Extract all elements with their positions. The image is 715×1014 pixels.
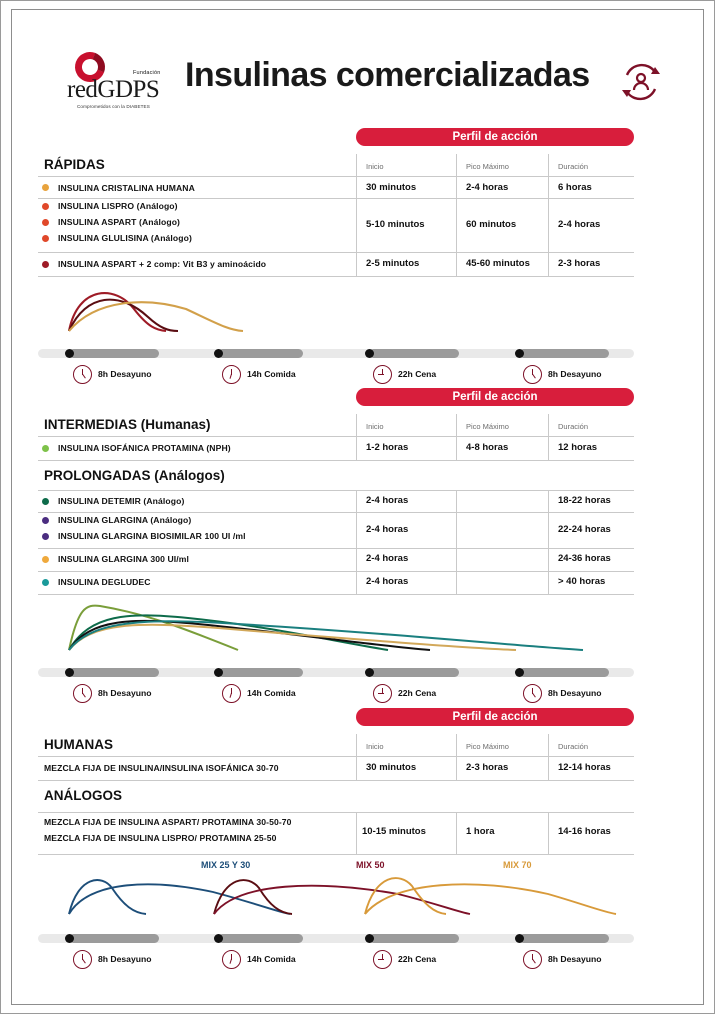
legend-dot <box>42 579 49 586</box>
table-row <box>38 812 634 854</box>
cell-inicio: 30 minutos <box>366 762 417 773</box>
timeline-label: 8h Desayuno <box>548 369 602 379</box>
table-hline <box>38 276 634 277</box>
table-row <box>38 252 634 276</box>
table-row <box>38 571 634 594</box>
cell-duracion: > 40 horas <box>558 576 606 587</box>
legend-dot <box>42 556 49 563</box>
timeline-label: 14h Comida <box>247 688 296 698</box>
timeline-node <box>65 668 74 677</box>
timeline-label: 8h Desayuno <box>98 688 152 698</box>
timeline-label: 8h Desayuno <box>98 954 152 964</box>
table-hline <box>38 460 634 461</box>
cell-duracion: 2-4 horas <box>558 219 601 230</box>
timeline-segment <box>519 934 609 943</box>
timeline-label: 22h Cena <box>398 954 437 964</box>
clock-icon <box>222 950 241 969</box>
timeline-segment <box>218 934 303 943</box>
table-hline <box>38 854 634 855</box>
insulin-name: INSULINA CRISTALINA HUMANA <box>58 183 195 193</box>
cell-inicio: 10-15 minutos <box>362 826 426 837</box>
timeline-node <box>214 934 223 943</box>
table-hline <box>38 594 634 595</box>
cell-duracion: 2-3 horas <box>558 258 601 269</box>
timeline-node <box>214 668 223 677</box>
timeline-node <box>65 934 74 943</box>
clock-icon <box>523 365 542 384</box>
timeline-prolongadas <box>38 642 634 704</box>
legend-dot <box>42 203 49 210</box>
timeline-segment <box>69 349 159 358</box>
col-header-pico-3: Pico Máximo <box>466 742 509 751</box>
col-header-inicio-3: Inicio <box>366 742 384 751</box>
logo-tagline: Comprometidos con la DIABETES <box>77 104 150 109</box>
insulin-name: INSULINA ASPART (Análogo) <box>58 217 181 227</box>
mix-label-70: MIX 70 <box>503 860 532 870</box>
logo-brand-label: redGDPS <box>67 76 160 103</box>
col-header-pico-1: Pico Máximo <box>466 162 509 171</box>
cell-inicio: 1-2 horas <box>366 442 409 453</box>
mix-label-25-30: MIX 25 Y 30 <box>201 860 251 870</box>
cell-duracion: 24-36 horas <box>558 553 611 564</box>
insulin-name: INSULINA DETEMIR (Análogo) <box>58 496 185 506</box>
cell-duracion: 14-16 horas <box>558 826 611 837</box>
timeline-node <box>515 349 524 358</box>
cell-duracion: 6 horas <box>558 182 592 193</box>
table-row <box>38 756 634 780</box>
timeline-node <box>214 349 223 358</box>
cell-inicio: 5-10 minutos <box>366 219 425 230</box>
legend-dot <box>42 445 49 452</box>
timeline-segment <box>369 349 459 358</box>
clock-icon <box>222 684 241 703</box>
legend-dot <box>42 533 49 540</box>
group-title-intermedias: INTERMEDIAS (Humanas) <box>44 417 211 432</box>
timeline-node <box>515 934 524 943</box>
timeline-segment <box>519 349 609 358</box>
legend-dot <box>42 517 49 524</box>
table-row <box>38 198 634 252</box>
timeline-mezclas <box>38 908 634 970</box>
clock-icon <box>523 684 542 703</box>
group-title-analogos: ANÁLOGOS <box>44 788 123 803</box>
cell-duracion: 12 horas <box>558 442 598 453</box>
col-header-duracion-1: Duración <box>558 162 589 171</box>
cell-pico: 60 minutos <box>466 219 517 230</box>
legend-dot <box>42 498 49 505</box>
cell-pico: 2-3 horas <box>466 762 509 773</box>
table-row <box>38 512 634 548</box>
col-header-duracion-2: Duración <box>558 422 589 431</box>
page-frame <box>11 9 704 1005</box>
clock-icon <box>373 684 392 703</box>
col-header-pico-2: Pico Máximo <box>466 422 509 431</box>
timeline-label: 8h Desayuno <box>548 688 602 698</box>
col-header-inicio-1: Inicio <box>366 162 384 171</box>
timeline-segment <box>69 934 159 943</box>
clock-icon <box>523 950 542 969</box>
legend-dot <box>42 235 49 242</box>
timeline-label: 22h Cena <box>398 688 437 698</box>
insulin-name: INSULINA LISPRO (Análogo) <box>58 201 178 211</box>
cell-duracion: 18-22 horas <box>558 495 611 506</box>
timeline-segment <box>218 349 303 358</box>
insulin-name: INSULINA ISOFÁNICA PROTAMINA (NPH) <box>58 443 231 453</box>
clock-icon <box>73 950 92 969</box>
table-hline <box>38 780 634 781</box>
cell-inicio: 2-4 horas <box>366 576 409 587</box>
insulin-name: INSULINA GLARGINA BIOSIMILAR 100 UI /ml <box>58 531 246 541</box>
timeline-node <box>365 349 374 358</box>
group-title-humanas: HUMANAS <box>44 737 113 752</box>
col-header-inicio-2: Inicio <box>366 422 384 431</box>
clock-icon <box>222 365 241 384</box>
clock-icon <box>73 684 92 703</box>
timeline-node <box>65 349 74 358</box>
page-title: Insulinas comercializadas <box>185 56 590 94</box>
col-header-duracion-3: Duración <box>558 742 589 751</box>
cell-inicio: 2-4 horas <box>366 495 409 506</box>
group-title-rapidas: RÁPIDAS <box>44 157 105 172</box>
table-row <box>38 436 634 460</box>
insulin-name: MEZCLA FIJA DE INSULINA/INSULINA ISOFÁNICA 30-70 <box>44 763 279 773</box>
logo-foundation-label: Fundación <box>133 70 161 76</box>
page-header <box>67 52 677 120</box>
timeline-node <box>365 668 374 677</box>
timeline-segment <box>69 668 159 677</box>
cell-pico: 45-60 minutos <box>466 258 530 269</box>
legend-dot <box>42 261 49 268</box>
clock-icon <box>373 950 392 969</box>
cell-pico: 2-4 horas <box>466 182 509 193</box>
insulin-name: INSULINA GLARGINA (Análogo) <box>58 515 192 525</box>
insulin-name: INSULINA GLARGINA 300 UI/ml <box>58 554 189 564</box>
timeline-label: 14h Comida <box>247 954 296 964</box>
cell-inicio: 30 minutos <box>366 182 417 193</box>
profile-pill-3: Perfil de acción <box>356 708 634 726</box>
timeline-rapidas <box>38 323 634 385</box>
insulin-name: INSULINA ASPART + 2 comp: Vit B3 y aminoácido <box>58 259 267 269</box>
cell-duracion: 22-24 horas <box>558 524 611 535</box>
cell-inicio: 2-4 horas <box>366 553 409 564</box>
clock-icon <box>373 365 392 384</box>
legend-dot <box>42 184 49 191</box>
timeline-segment <box>218 668 303 677</box>
timeline-label: 14h Comida <box>247 369 296 379</box>
cell-inicio: 2-5 minutos <box>366 258 420 269</box>
clock-icon <box>73 365 92 384</box>
cell-duracion: 12-14 horas <box>558 762 611 773</box>
table-row <box>38 176 634 198</box>
timeline-label: 8h Desayuno <box>548 954 602 964</box>
profile-pill-1: Perfil de acción <box>356 128 634 146</box>
insulin-name: INSULINA DEGLUDEC <box>58 577 151 587</box>
mix-label-50: MIX 50 <box>356 860 385 870</box>
timeline-segment <box>369 934 459 943</box>
profile-pill-2: Perfil de acción <box>356 388 634 406</box>
legend-dot <box>42 219 49 226</box>
cell-pico: 4-8 horas <box>466 442 509 453</box>
table-row <box>38 490 634 512</box>
person-cycle-icon <box>617 58 665 106</box>
insulin-name: INSULINA GLULISINA (Análogo) <box>58 233 192 243</box>
cell-pico: 1 hora <box>466 826 495 837</box>
timeline-segment <box>369 668 459 677</box>
redgdps-logo <box>67 52 182 114</box>
table-row <box>38 548 634 571</box>
timeline-segment <box>519 668 609 677</box>
timeline-node <box>515 668 524 677</box>
insulin-name: MEZCLA FIJA DE INSULINA LISPRO/ PROTAMINA 25-50 <box>44 833 277 843</box>
cell-inicio: 2-4 horas <box>366 524 409 535</box>
timeline-label: 8h Desayuno <box>98 369 152 379</box>
group-title-prolongadas: PROLONGADAS (Análogos) <box>44 468 225 483</box>
timeline-label: 22h Cena <box>398 369 437 379</box>
insulin-name: MEZCLA FIJA DE INSULINA ASPART/ PROTAMINA 30-50-70 <box>44 817 292 827</box>
timeline-node <box>365 934 374 943</box>
